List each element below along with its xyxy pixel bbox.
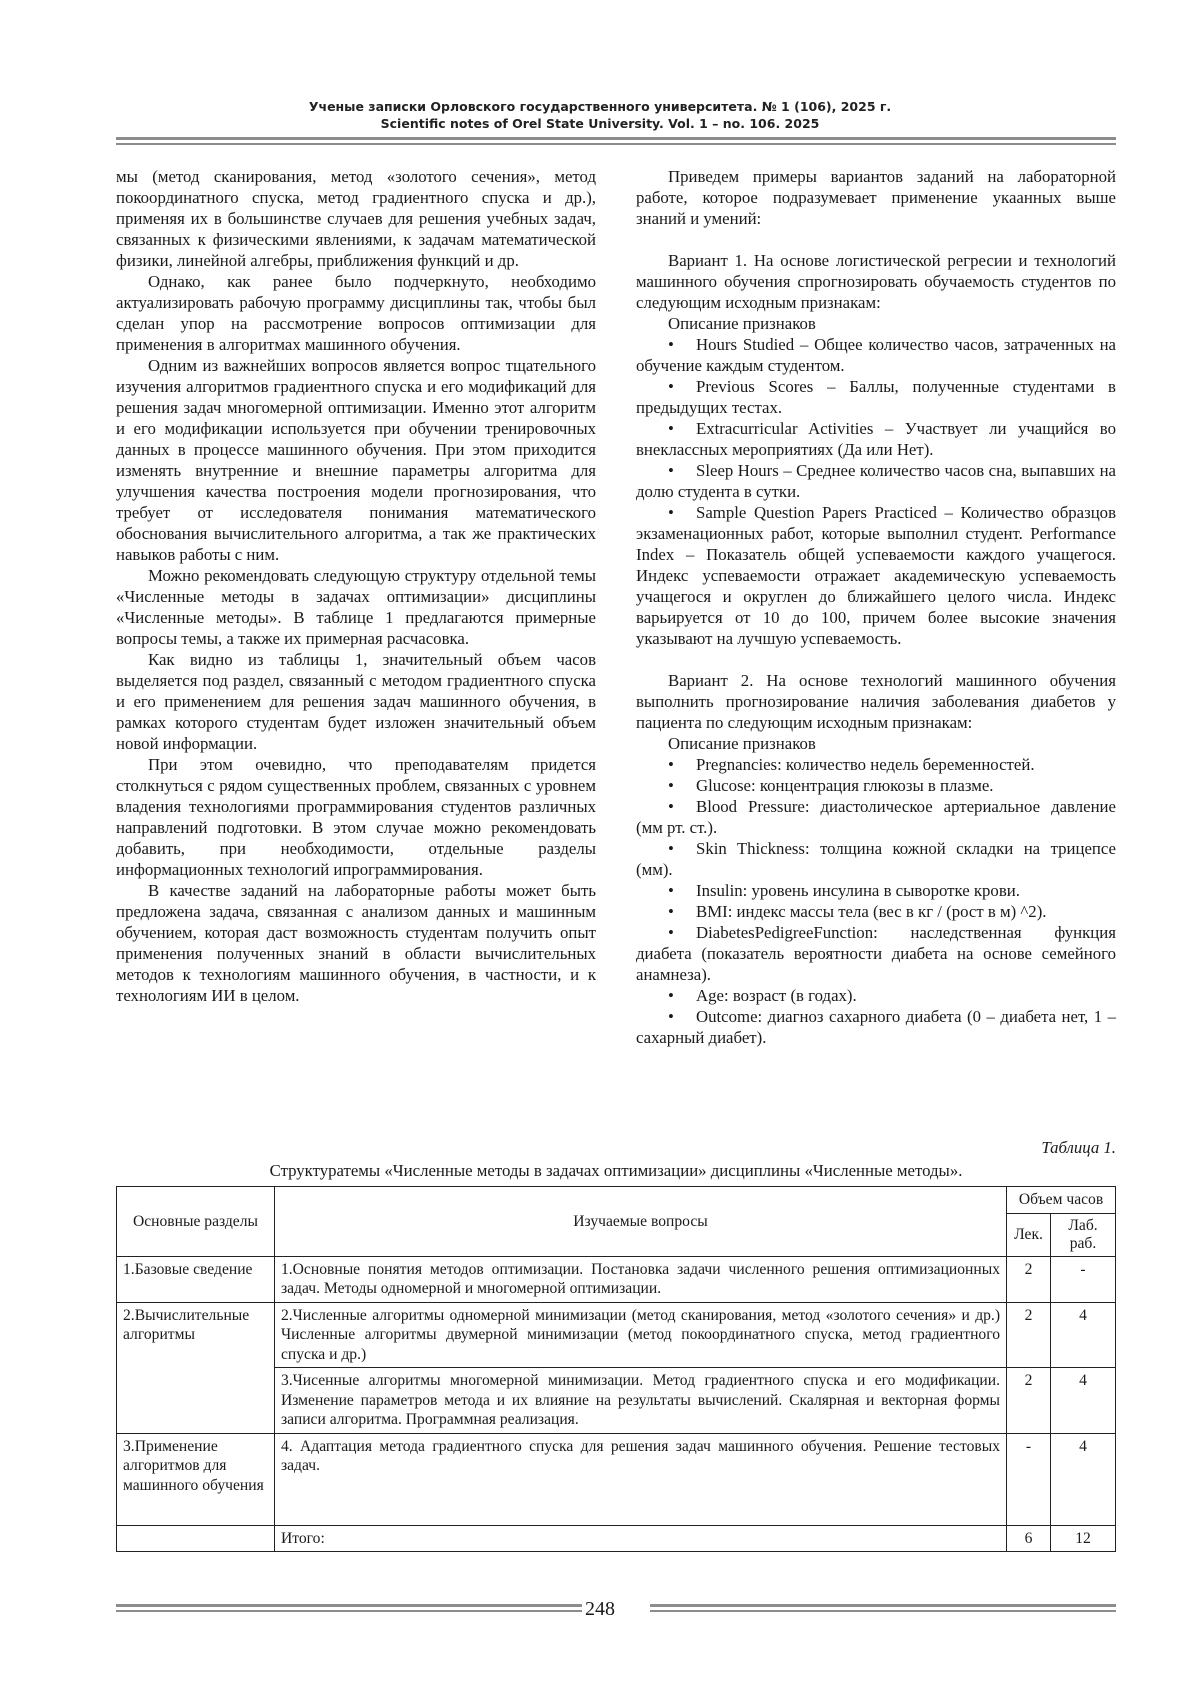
footer-rule-right-thin — [650, 1610, 1116, 1612]
bullet-item — [636, 838, 1116, 880]
bullet-text: Age: возраст (в годах). — [696, 986, 857, 1005]
bullet-text: BMI: индекс массы тела (вес в кг / (рост в м) ^2). — [696, 902, 1047, 921]
table-total-row — [117, 1525, 1116, 1552]
labs-cell: 4 — [1051, 1302, 1116, 1368]
bullet-text: Outcome: диагноз сахарного диабета (0 – диабета нет, 1 – сахарный диабет). — [636, 1007, 1116, 1047]
bullet-text: Insulin: уровень инсулина в сыворотке крови. — [696, 881, 1020, 900]
bullet-icon: • — [668, 461, 674, 480]
bullet-icon: • — [668, 419, 674, 438]
section-cell: 1.Базовые сведение — [117, 1256, 275, 1302]
table-row — [117, 1433, 1116, 1525]
labs-cell: 4 — [1051, 1368, 1116, 1434]
bullet-icon: • — [668, 923, 674, 942]
bullet-item — [636, 922, 1116, 985]
bullet-icon: • — [668, 881, 674, 900]
bullet-text: Previous Scores – Баллы, полученные студентами в предыдущих тестах. — [636, 377, 1116, 417]
hours-table — [116, 1186, 1116, 1552]
lectures-cell: - — [1007, 1433, 1051, 1525]
paragraph: Вариант 2. На основе технологий машинного обучения выполнить прогнозирование наличия заболевания диабетов у пациента по следующим исходным признакам: — [636, 671, 1116, 732]
lectures-cell: 2 — [1007, 1256, 1051, 1302]
lectures-cell: 2 — [1007, 1368, 1051, 1434]
subheading: Описание признаков — [668, 314, 816, 333]
bullet-icon: • — [668, 755, 674, 774]
bullet-item — [636, 376, 1116, 418]
journal-title-en: Scientific notes of Orel State University. Vol. 1 – no. 106. 2025 — [380, 116, 820, 131]
bullet-icon: • — [668, 797, 674, 816]
question-cell: 1.Основные понятия методов оптимизации. Постановка задачи численного решения оптимизационных задач. Методы одномерной и многомерной оптимизации. — [274, 1256, 1006, 1302]
question-cell: 4. Адаптация метода градиентного спуска для решения задач машинного обучения. Решение тестовых задач. — [274, 1433, 1006, 1525]
header-rule-thin — [116, 143, 1116, 145]
bullet-item — [636, 901, 1116, 922]
bullet-icon: • — [668, 377, 674, 396]
table-caption: Таблица 1. — [1041, 1138, 1116, 1157]
bullet-icon: • — [668, 986, 674, 1005]
table-header-row — [117, 1187, 1116, 1214]
paragraph: В качестве заданий на лабораторные работы может быть предложена задача, связанная с анализом данных и машинным обучением, которая даст возможность студентам получить опыт применения полученных знаний в области вычислительных методов к технологиям машинного обучения, в частности, и к технологиям ИИ в целом. — [116, 881, 596, 1005]
bullet-item — [636, 1006, 1116, 1048]
table-row — [117, 1302, 1116, 1368]
paragraph-gap — [636, 229, 1116, 250]
header-sections: Основные разделы — [117, 1187, 275, 1257]
paragraph-gap — [636, 649, 1116, 670]
header-questions: Изучаемые вопросы — [274, 1187, 1006, 1257]
paragraph: Однако, как ранее было подчеркнуто, необходимо актуализировать рабочую программу дисциплины так, чтобы был сделан упор на рассмотрение вопросов оптимизации для применения в алгоритмах машинного обучения. — [116, 272, 596, 354]
paragraph: Вариант 1. На основе логистической регресии и технологий машинного обучения спрогнозировать обучаемость студентов по следующим исходным признакам: — [636, 251, 1116, 312]
bullet-item — [636, 502, 1116, 649]
paragraph: При этом очевидно, что преподавателям придется столкнуться с рядом существенных проблем, связанных с уровнем владения технологиями программирования студентов различных направлений подготовки. В этом случае можно рекомендовать добавить, при необходимости, отдельные разделы информационных технологий ипрограммирования. — [116, 755, 596, 879]
paragraph: мы (метод сканирования, метод «золотого сечения», метод покоординатного спуска, метод градиентного спуска и др.), применяя их в большинстве случаев для решения учебных задач, связанных к физическими явлениями, к задачам математической физики, линейной алгебры, приближения функций и др. — [116, 167, 596, 270]
bullet-item — [636, 775, 1116, 796]
bullet-icon: • — [668, 776, 674, 795]
bullet-text: Hours Studied – Общее количество часов, затраченных на обучение каждым студентом. — [636, 335, 1116, 375]
bullet-text: Pregnancies: количество недель беременностей. — [696, 755, 1035, 774]
bullet-icon: • — [668, 902, 674, 921]
bullet-text: Skin Thickness: толщина кожной складки на трицепсе (мм). — [636, 839, 1116, 879]
bullet-item — [636, 418, 1116, 460]
bullet-text: Glucose: концентрация глюкозы в плазме. — [696, 776, 994, 795]
header-rule-thick — [116, 137, 1116, 140]
header-labs: Лаб. раб. — [1051, 1213, 1116, 1256]
section-cell: 2.Вычислительные алгоритмы — [117, 1302, 275, 1433]
bullet-icon: • — [668, 503, 674, 522]
table-row — [117, 1256, 1116, 1302]
bullet-text: DiabetesPedigreeFunction: наследственная функция диабета (показатель вероятности диабета на основе семейного анамнеза). — [636, 923, 1116, 984]
paragraph: Одним из важнейших вопросов является вопрос тщательного изучения алгоритмов градиентного спуска и его модификаций для решения задач многомерной оптимизации. Именно этот алгоритм и его модификации используется при обучении тренировочных данных в процессе машинного обучения. При этом приходится изменять внутренние и внешние параметры алгоритма для улучшения качества построения модели прогнозирования, что требует от исследователя понимания математического обоснования вычислительного алгоритма, а так же практических навыков работы с ним. — [116, 356, 596, 564]
empty-cell — [117, 1525, 275, 1552]
paragraph: Можно рекомендовать следующую структуру отдельной темы «Численные методы в задачах оптимизации» дисциплины «Численные методы». В таблице 1 предлагаются примерные вопросы темы, а также их примерная расчасовка. — [116, 566, 596, 648]
bullet-item — [636, 334, 1116, 376]
bullet-icon: • — [668, 1007, 674, 1026]
total-labs: 12 — [1051, 1525, 1116, 1552]
page-number: 248 — [585, 1598, 615, 1620]
bullet-item — [636, 880, 1116, 901]
footer-rule-right — [650, 1604, 1116, 1607]
right-column — [636, 166, 1116, 1048]
section-cell: 3.Применение алгоритмов для машинного обучения — [117, 1433, 275, 1525]
table-title: Структуратемы «Численные методы в задачах оптимизации» дисциплины «Численные методы». — [269, 1161, 963, 1180]
bullet-text: Blood Pressure: диастолическое артериальное давление (мм рт. ст.). — [636, 797, 1116, 837]
labs-cell: - — [1051, 1256, 1116, 1302]
question-cell: 2.Численные алгоритмы одномерной минимизации (метод сканирования, метод «золотого сечения» и др.) Численные алгоритмы двумерной минимизации (метод покоординатного спуска, метод градиентного спуска и др.) — [274, 1302, 1006, 1368]
labs-cell: 4 — [1051, 1433, 1116, 1525]
bullet-item — [636, 985, 1116, 1006]
header-hours: Объем часов — [1007, 1187, 1116, 1214]
header-lectures: Лек. — [1007, 1213, 1051, 1256]
running-header — [0, 98, 1200, 132]
bullet-item — [636, 796, 1116, 838]
bullet-icon: • — [668, 839, 674, 858]
paragraph: Приведем примеры вариантов заданий на лабораторной работе, которое подразумевает применение укаанных выше знаний и умений: — [636, 167, 1116, 228]
question-cell: 3.Чисенные алгоритмы многомерной минимизации. Метод градиентного спуска и его модификации. Изменение параметров метода и их влияние на результаты вычислений. Скалярная и векторная формы записи алгоритма. Программная реализация. — [274, 1368, 1006, 1434]
bullet-text: Sample Question Papers Practiced – Количество образцов экзаменационных работ, которые выполнил студент. Performance Index – Показатель общей успеваемости каждого учащегося. Индекс успеваемости отражает академическую успеваемость учащегося и округлен до ближайшего целого числа. Индекс варьируется от 10 до 100, причем более высокие значения указывают на лучшую успеваемость. — [636, 503, 1116, 648]
bullet-item — [636, 754, 1116, 775]
paragraph: Как видно из таблицы 1, значительный объем часов выделяется под раздел, связанный с методом градиентного спуска и его применением для решения задач машинного обучения, в рамках которого студентам будет изложен значительный объем новой информации. — [116, 650, 596, 753]
subheading: Описание признаков — [668, 734, 816, 753]
bullet-item — [636, 460, 1116, 502]
bullet-text: Extracurricular Activities – Участвует ли учащийся во внеклассных мероприятиях (Да или Нет). — [636, 419, 1116, 459]
journal-title-ru: Ученые записки Орловского государственного университета. № 1 (106), 2025 г. — [308, 99, 892, 114]
lectures-cell: 2 — [1007, 1302, 1051, 1368]
total-label: Итого: — [274, 1525, 1006, 1552]
total-lectures: 6 — [1007, 1525, 1051, 1552]
bullet-text: Sleep Hours – Среднее количество часов сна, выпавших на долю студента в сутки. — [636, 461, 1116, 501]
bullet-icon: • — [668, 335, 674, 354]
left-column — [116, 166, 596, 1006]
